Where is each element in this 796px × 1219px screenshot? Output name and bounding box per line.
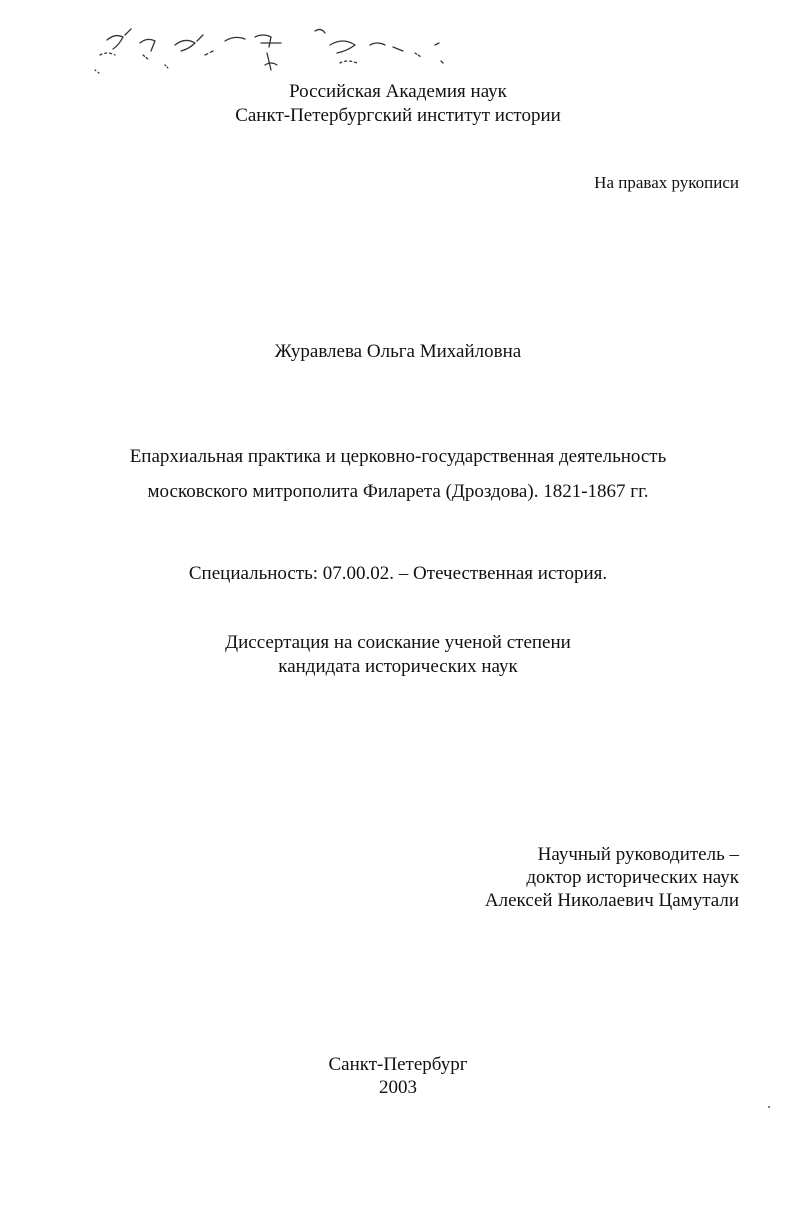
supervisor-name: Алексей Николаевич Цамутали xyxy=(484,890,739,911)
degree-line-2: кандидата исторических наук xyxy=(278,656,518,677)
rights-note: На правах рукописи xyxy=(594,173,739,192)
dissertation-title-line-2: московского митрополита Филарета (Дроздова). 1821-1867 гг. xyxy=(147,481,649,502)
organization-name: Российская Академия наук xyxy=(289,81,507,102)
degree-line-1: Диссертация на соискание ученой степени xyxy=(225,632,571,653)
supervisor-role: Научный руководитель – xyxy=(537,844,739,865)
handwritten-annotation-icon xyxy=(85,15,455,80)
city: Санкт-Петербург xyxy=(328,1054,468,1075)
dissertation-title-line-1: Епархиальная практика и церковно-государственная деятельность xyxy=(129,446,667,467)
institute-name: Санкт-Петербургский институт истории xyxy=(235,105,561,126)
supervisor-degree: доктор исторических наук xyxy=(526,867,739,888)
author-name: Журавлева Ольга Михайловна xyxy=(274,341,522,362)
specialty: Специальность: 07.00.02. – Отечественная история. xyxy=(188,563,608,584)
scan-speck xyxy=(768,1106,770,1108)
year: 2003 xyxy=(379,1077,417,1098)
